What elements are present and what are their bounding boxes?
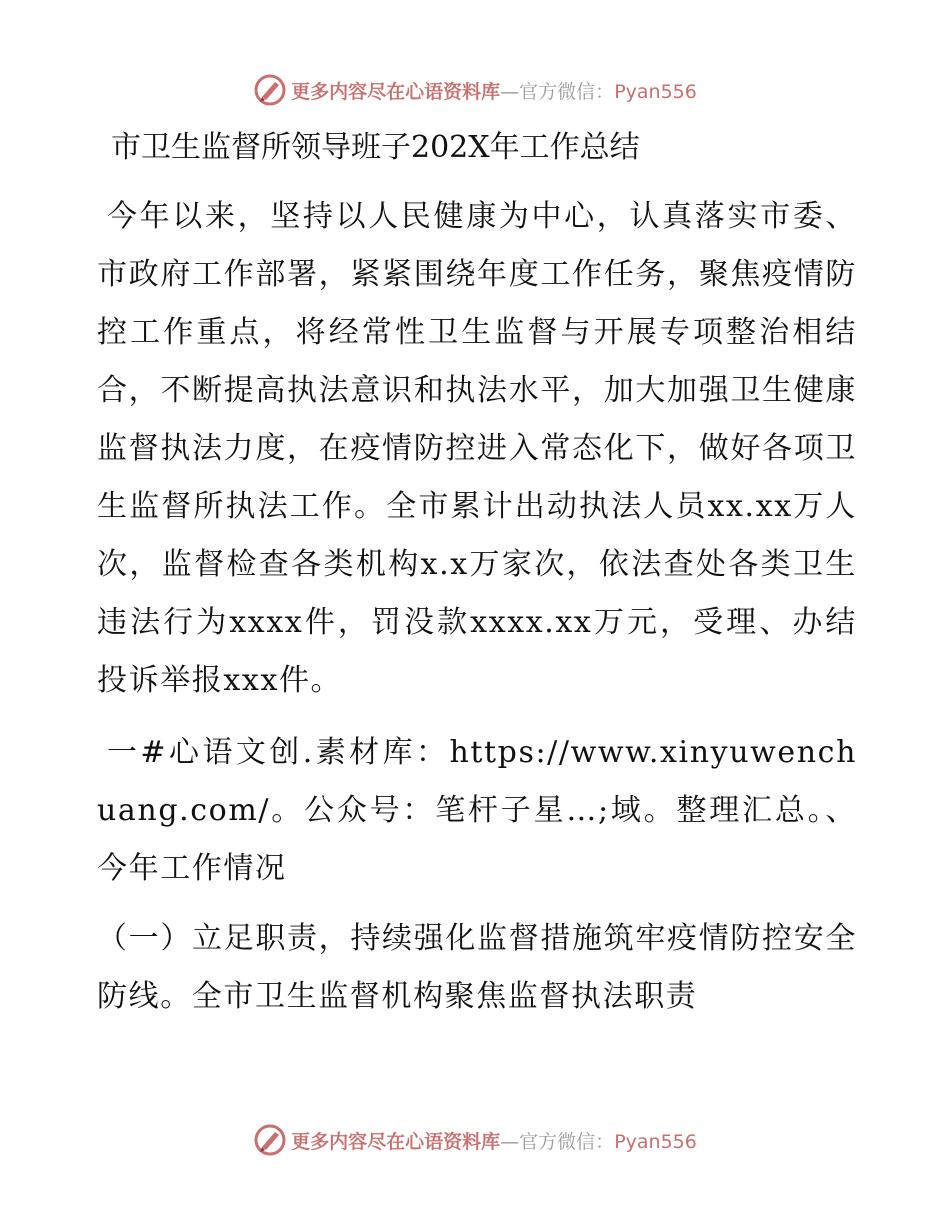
paragraph-section-heading: 一#心语文创.素材库：https://www.xinyuwenchuang.com/。公众号：笔杆子星…;域。整理汇总。、今年工作情况 — [97, 735, 857, 886]
watermark-footer — [0, 1120, 950, 1160]
watermark-label: 官方微信： — [519, 80, 615, 103]
pen-logo-icon — [253, 73, 287, 107]
watermark-text — [291, 1127, 697, 1154]
watermark-main: 更多内容尽在心语资料库 — [291, 80, 501, 103]
watermark-main: 更多内容尽在心语资料库 — [291, 1130, 501, 1153]
paragraph-section-one: （一）立足职责，持续强化监督措施筑牢疫情防控安全防线。全市卫生监督机构聚焦监督执法职责 — [97, 921, 857, 1014]
watermark-header — [0, 70, 950, 110]
watermark-wechat-id: Pyan556 — [614, 1130, 697, 1153]
document-title: 市卫生监督所领导班子202X年工作总结 — [111, 130, 640, 165]
watermark-separator: — — [500, 1130, 520, 1153]
watermark-separator: — — [500, 80, 520, 103]
watermark-label: 官方微信： — [519, 1130, 615, 1153]
pen-logo-icon — [253, 1123, 287, 1157]
document-body — [97, 120, 857, 1026]
watermark-wechat-id: Pyan556 — [614, 80, 697, 103]
watermark-text — [291, 77, 697, 104]
paragraph-summary: 今年以来，坚持以人民健康为中心，认真落实市委、市政府工作部署，紧紧围绕年度工作任务，聚焦疫情防控工作重点，将经常性卫生监督与开展专项整治相结合，不断提高执法意识和执法水平，加大加强卫生健康监督执法力度，在疫情防控进入常态化下，做好各项卫生监督所执法工作。全市累计出动执法人员xx.xx万人次，监督检查各类机构x.x万家次，依法查处各类卫生违法行为xxxx件，罚没款xxxx.xx万元，受理、办结投诉举报xxx件。 — [97, 199, 857, 698]
